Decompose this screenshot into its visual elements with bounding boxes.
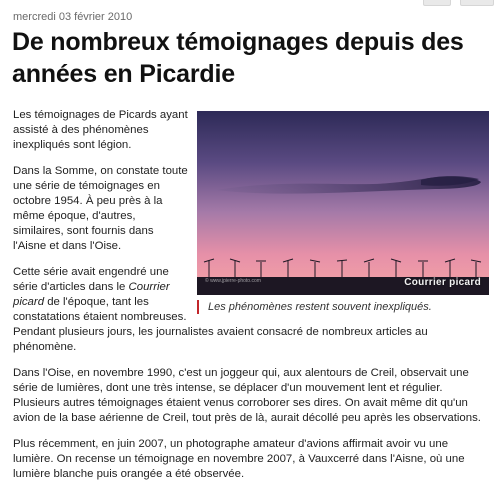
paragraph-oise: Dans l'Oise, en novembre 1990, c'est un joggeur qui, aux alentours de Creil, observait une série de lumières, dont une très intense, se déplacer d'un mouvement lent et régulier. Plusieurs autres témoignages étaient venus corroborer ses dires. On avait même dit qu'un avion de la base aérienne de Creil, tout près de là, aurait décollé peu après les observations. — [13, 367, 481, 424]
paragraph-recent: Plus récemment, en juin 2007, un photographe amateur d'avions affirmait avoir vu une lumière. On recense un témoignage en novembre 2007, à Vauxcerré dans l'Aisne, où une lumière blanche puis orangée a été observée. — [13, 438, 465, 480]
article-figure — [197, 111, 489, 314]
sky-photo-image — [197, 111, 489, 295]
toolbar-button-right[interactable] — [460, 0, 494, 6]
toolbar-button-left[interactable] — [423, 0, 451, 6]
article-headline: De nombreux témoignages depuis des années en Picardie — [12, 28, 464, 88]
paragraph-somme: Dans la Somme, on constate toute une série de témoignages en octobre 1954. À peu près à la même époque, d'autres, similaires, sont fournis dans l'Aisne et dans l'Oise. — [13, 165, 188, 252]
sky-photo[interactable] — [197, 111, 489, 295]
sky-gradient — [197, 111, 489, 295]
paragraph-courrier-start: Cette série avait engendré une série d'articles dans le — [13, 266, 169, 293]
newspaper-name: Courrier picard — [13, 281, 170, 308]
paragraph-courrier-end: de l'époque, tant les constatations étaient nombreuses. Pendant plusieurs jours, les journalistes avaient consacré de nombreux articles au phénomène. — [13, 296, 428, 353]
article-date: mercredi 03 février 2010 — [13, 11, 133, 23]
photo-credit: Courrier picard — [404, 277, 481, 288]
article-body — [13, 108, 489, 493]
paragraph-intro: Les témoignages de Picards ayant assisté à des phénomènes inexpliqués sont légion. — [13, 109, 188, 151]
photo-caption: Les phénomènes restent souvent inexpliqués. — [197, 300, 489, 314]
photo-watermark: © www.jpierre-photo.com — [205, 278, 261, 284]
